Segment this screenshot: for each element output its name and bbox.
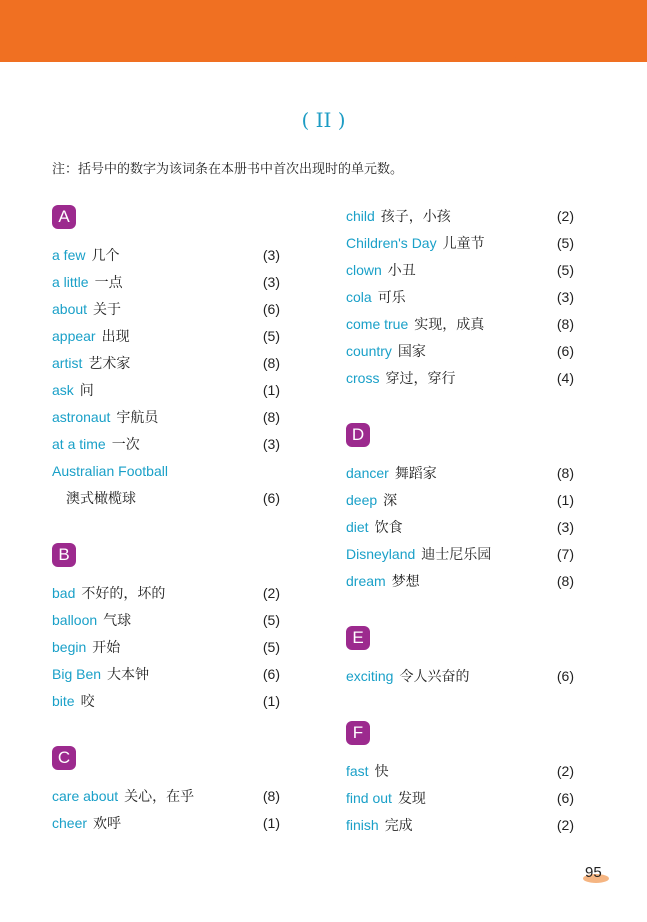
entry-unit: (8): [262, 355, 280, 371]
entry-english: cross: [346, 370, 380, 386]
entry-chinese: 深: [383, 492, 398, 508]
entry-english: about: [52, 301, 88, 317]
entry-chinese: 开始: [92, 639, 121, 655]
section-continued: [346, 203, 574, 392]
entry-unit: (1): [556, 492, 574, 508]
entry-unit: (5): [262, 328, 280, 344]
entry-chinese: 出现: [101, 328, 130, 344]
entry-chinese: 问: [79, 382, 94, 398]
section-C: [52, 746, 280, 837]
torn-edge: [0, 50, 647, 64]
entry-unit: (2): [556, 208, 574, 224]
entry-unit: (3): [262, 274, 280, 290]
entry-english: Disneyland: [346, 546, 416, 562]
glossary-entry: [52, 404, 280, 431]
entry-chinese: 欢呼: [93, 815, 122, 831]
glossary-entry: [52, 810, 280, 837]
entry-english: bite: [52, 693, 75, 709]
glossary-entry: [52, 296, 280, 323]
entry-unit: (2): [556, 763, 574, 779]
glossary-entry: [346, 338, 574, 365]
entry-chinese: 孩子，小孩: [380, 208, 451, 224]
entry-chinese: 咬: [80, 693, 95, 709]
entry-chinese: 发现: [397, 790, 426, 806]
entry-chinese: 小丑: [387, 262, 416, 278]
entry-chinese: 饮食: [374, 519, 403, 535]
entry-chinese: 几个: [91, 247, 120, 263]
entry-english: at a time: [52, 436, 106, 452]
glossary-entry: [346, 514, 574, 541]
entry-unit: (7): [556, 546, 574, 562]
entry-english: ask: [52, 382, 74, 398]
section-B: [52, 543, 280, 715]
entry-chinese: 不好的，坏的: [81, 585, 166, 601]
entry-english: clown: [346, 262, 382, 278]
entry-english: balloon: [52, 612, 98, 628]
entry-english: deep: [346, 492, 378, 508]
orange-header-banner: [0, 0, 647, 62]
entry-english: begin: [52, 639, 87, 655]
letter-badge: F: [346, 721, 370, 745]
entry-chinese: 宇航员: [116, 409, 159, 425]
entry-english: a little: [52, 274, 89, 290]
glossary-entry: [52, 607, 280, 634]
glossary-entry: [346, 365, 574, 392]
entry-english: come true: [346, 316, 409, 332]
section-E: [346, 626, 574, 690]
glossary-column-left: [52, 205, 280, 837]
entry-unit: (6): [556, 790, 574, 806]
entry-unit: (3): [262, 436, 280, 452]
entry-chinese: 迪士尼乐园: [421, 546, 492, 562]
entry-unit: (3): [556, 519, 574, 535]
glossary-entry: [52, 634, 280, 661]
entry-english: finish: [346, 817, 379, 833]
entry-chinese: 一次: [111, 436, 140, 452]
glossary-entry: [346, 311, 574, 338]
entry-chinese: 一点: [94, 274, 123, 290]
entry-chinese: 可乐: [377, 289, 406, 305]
entry-unit: (6): [556, 668, 574, 684]
page-title: ( II ): [301, 108, 346, 132]
entry-english: bad: [52, 585, 76, 601]
entry-unit: (1): [262, 693, 280, 709]
entry-english: care about: [52, 788, 119, 804]
entry-chinese: 大本钟: [107, 666, 150, 682]
entry-english: Children's Day: [346, 235, 437, 251]
entry-english: child: [346, 208, 375, 224]
section-F: [346, 721, 574, 839]
glossary-entry: [52, 350, 280, 377]
glossary-entry: [52, 431, 280, 458]
glossary-entry: [346, 257, 574, 284]
letter-badge: E: [346, 626, 370, 650]
entry-unit: (8): [556, 573, 574, 589]
note-text: 注：括号中的数字为该词条在本册书中首次出现时的单元数。: [52, 161, 404, 176]
entry-chinese: 令人兴奋的: [399, 668, 470, 684]
entry-english: find out: [346, 790, 392, 806]
entry-chinese: 气球: [103, 612, 132, 628]
glossary-entry: [346, 487, 574, 514]
letter-badge: D: [346, 423, 370, 447]
glossary-entry: [52, 688, 280, 715]
glossary-entry: [346, 758, 574, 785]
entry-english: country: [346, 343, 392, 359]
entry-unit: (3): [556, 289, 574, 305]
entry-unit: (8): [262, 788, 280, 804]
entry-chinese: 穿过，穿行: [385, 370, 456, 386]
glossary-column-right: [346, 203, 574, 839]
entry-english: dream: [346, 573, 386, 589]
entry-english: dancer: [346, 465, 389, 481]
entry-english: astronaut: [52, 409, 111, 425]
glossary-entry: [346, 785, 574, 812]
entry-chinese: 澳式橄榄球: [66, 490, 136, 506]
glossary-entry: [346, 568, 574, 595]
entry-english: a few: [52, 247, 86, 263]
entry-chinese: 儿童节: [442, 235, 485, 251]
letter-badge: C: [52, 746, 76, 770]
entry-english: diet: [346, 519, 369, 535]
entry-unit: (5): [262, 612, 280, 628]
entry-unit: (6): [262, 301, 280, 317]
entry-unit: (5): [556, 262, 574, 278]
section-A: [52, 205, 280, 512]
entry-chinese: 关心，在乎: [124, 788, 195, 804]
entry-chinese: 快: [374, 763, 389, 779]
glossary-entry: [346, 812, 574, 839]
entry-unit: (8): [262, 409, 280, 425]
entry-unit: (8): [556, 465, 574, 481]
glossary-entry: [52, 323, 280, 350]
entry-english: cola: [346, 289, 372, 305]
glossary-entry: [346, 284, 574, 311]
page-number: 95: [585, 864, 602, 881]
entry-english: appear: [52, 328, 96, 344]
glossary-entry: [52, 661, 280, 688]
entry-english: cheer: [52, 815, 88, 831]
entry-chinese: 国家: [397, 343, 426, 359]
glossary-entry: [346, 230, 574, 257]
entry-unit: (6): [262, 490, 280, 506]
glossary-entry: [52, 783, 280, 810]
entry-unit: (1): [262, 815, 280, 831]
entry-unit: (5): [556, 235, 574, 251]
glossary-entry: [52, 242, 280, 269]
entry-english: artist: [52, 355, 83, 371]
entry-unit: (1): [262, 382, 280, 398]
glossary-entry: [346, 203, 574, 230]
entry-english: Big Ben: [52, 666, 102, 682]
letter-badge: A: [52, 205, 76, 229]
glossary-entry: [52, 269, 280, 296]
entry-unit: (8): [556, 316, 574, 332]
entry-english: fast: [346, 763, 369, 779]
entry-chinese: 舞蹈家: [394, 465, 437, 481]
glossary-entry-continued: [52, 485, 280, 512]
entry-chinese: 实现，成真: [414, 316, 485, 332]
entry-chinese: 梦想: [391, 573, 420, 589]
entry-unit: (2): [262, 585, 280, 601]
entry-chinese: 完成: [384, 817, 413, 833]
glossary-entry: [52, 580, 280, 607]
entry-chinese: 关于: [93, 301, 122, 317]
entry-unit: (2): [556, 817, 574, 833]
entry-unit: (6): [556, 343, 574, 359]
glossary-entry: [346, 460, 574, 487]
glossary-entry: [346, 663, 574, 690]
entry-english: Australian Football: [52, 463, 168, 479]
glossary-entry: [346, 541, 574, 568]
letter-badge: B: [52, 543, 76, 567]
glossary-entry: [52, 377, 280, 404]
entry-unit: (6): [262, 666, 280, 682]
entry-english: exciting: [346, 668, 394, 684]
entry-chinese: 艺术家: [88, 355, 131, 371]
entry-unit: (3): [262, 247, 280, 263]
glossary-entry: [52, 458, 280, 485]
section-D: [346, 423, 574, 595]
entry-unit: (5): [262, 639, 280, 655]
entry-unit: (4): [556, 370, 574, 386]
